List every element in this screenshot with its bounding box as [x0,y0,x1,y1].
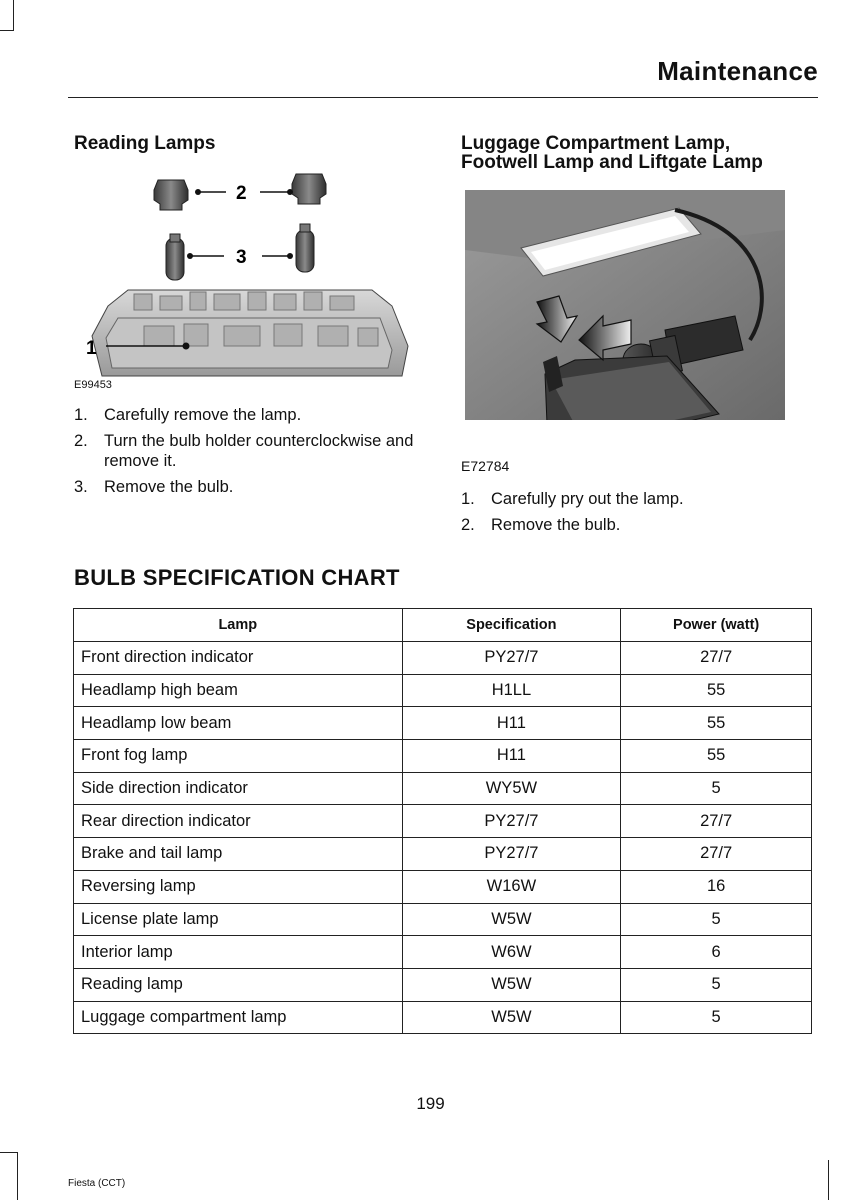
chart-title: BULB SPECIFICATION CHART [74,565,400,590]
column-header: Power (watt) [621,609,812,642]
reading-lamps-heading: Reading Lamps [74,133,216,154]
callout-3: 3 [236,247,247,268]
reading-steps-list [74,405,429,503]
page-title: Maintenance [657,56,818,86]
table-row: Rear direction indicator PY27/7 27/7 [74,805,812,838]
crop-mark [13,0,14,30]
bulb-spec-table [73,608,812,1034]
header-divider [68,97,818,98]
bulb-icon [166,234,184,280]
callout-1: 1 [86,338,97,359]
table-row: Interior lamp W6W 6 [74,936,812,969]
crop-mark [17,1152,18,1200]
table-row: License plate lamp W5W 5 [74,903,812,936]
table-row: Headlamp high beam H1LL 55 [74,674,812,707]
list-item: 1. Carefully remove the lamp. [74,406,302,424]
reading-lamp-figure [74,168,424,396]
crop-mark [0,1152,18,1153]
luggage-steps-list [461,489,821,541]
luggage-lamp-figure [465,190,785,454]
footer-model: Fiesta (CCT) [68,1178,126,1189]
figure-code: E72784 [461,458,510,474]
crop-mark [0,30,14,31]
figure-code: E99453 [74,379,112,391]
table-row: Front fog lamp H11 55 [74,740,812,773]
table-row: Luggage compartment lamp W5W 5 [74,1001,812,1034]
list-item: 2. Turn the bulb holder counterclockwise and remove it. [74,432,414,470]
table-row: Reading lamp W5W 5 [74,968,812,1001]
table-row: Reversing lamp W16W 16 [74,870,812,903]
crop-mark [828,1160,829,1200]
table-row: Headlamp low beam H11 55 [74,707,812,740]
bulb-holder-icon [154,180,188,210]
list-item: 2. Remove the bulb. [461,516,621,534]
bulb-icon [296,224,314,272]
table-row: Side direction indicator WY5W 5 [74,772,812,805]
column-header: Lamp [74,609,403,642]
page-number: 199 [416,1094,445,1113]
table-row: Front direction indicator PY27/7 27/7 [74,642,812,675]
callout-2: 2 [236,183,247,204]
luggage-lamp-heading: Luggage Compartment Lamp, Footwell Lamp and Liftgate Lamp [461,133,763,173]
list-item: 1. Carefully pry out the lamp. [461,490,684,508]
list-item: 3. Remove the bulb. [74,478,234,496]
table-row: Brake and tail lamp PY27/7 27/7 [74,838,812,871]
lamp-housing-icon [92,290,408,376]
table-header-row [74,609,812,642]
bulb-holder-icon [292,174,326,204]
column-header: Specification [402,609,621,642]
